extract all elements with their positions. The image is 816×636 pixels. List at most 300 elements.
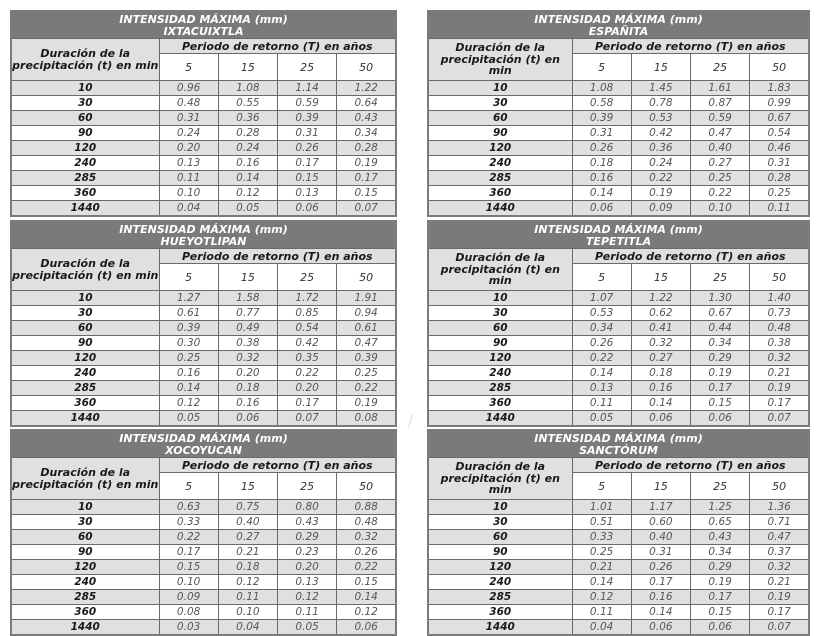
intensity-cell: 0.07: [750, 620, 809, 636]
intensity-cell: 0.17: [159, 545, 218, 560]
intensity-cell: 0.27: [218, 530, 277, 545]
intensity-cell: 0.12: [159, 396, 218, 411]
intensity-cell: 0.16: [631, 381, 690, 396]
table-row: [11, 126, 396, 141]
table-row: [428, 530, 809, 545]
intensity-cell: 0.25: [337, 366, 396, 381]
table-row: [11, 620, 396, 636]
intensity-cell: 0.27: [631, 351, 690, 366]
duration-cell: 60: [11, 530, 159, 545]
table-row: [11, 81, 396, 96]
intensity-cell: 0.26: [572, 336, 631, 351]
intensity-cell: 0.18: [572, 156, 631, 171]
intensity-cell: 0.21: [750, 575, 809, 590]
intensity-table-hueyotlipan: [10, 220, 397, 427]
table-row: [428, 321, 809, 336]
duration-cell: 240: [11, 156, 159, 171]
intensity-cell: 0.43: [691, 530, 750, 545]
return-period-header: Periodo de retorno (T) en años: [159, 39, 396, 54]
intensity-cell: 0.25: [159, 351, 218, 366]
duration-cell: 240: [428, 156, 572, 171]
duration-cell: 10: [428, 291, 572, 306]
intensity-cell: 0.31: [572, 126, 631, 141]
intensity-cell: 0.15: [337, 186, 396, 201]
table-row: [428, 171, 809, 186]
return-period-value: 25: [278, 473, 337, 500]
title-line: INTENSIDAD MÁXIMA (mm): [534, 13, 703, 26]
intensity-cell: 0.25: [572, 545, 631, 560]
table-row: [11, 201, 396, 217]
table-row: [11, 515, 396, 530]
intensity-cell: 0.19: [750, 590, 809, 605]
table-title: [11, 430, 396, 458]
duration-header: Duración de la precipitación (t) en min: [428, 458, 572, 500]
intensity-cell: 0.14: [572, 186, 631, 201]
intensity-cell: 0.40: [691, 141, 750, 156]
return-period-value: 15: [631, 264, 690, 291]
duration-cell: 90: [11, 336, 159, 351]
intensity-cell: 0.14: [631, 605, 690, 620]
duration-cell: 120: [428, 560, 572, 575]
intensity-cell: 0.53: [572, 306, 631, 321]
intensity-cell: 0.73: [750, 306, 809, 321]
intensity-cell: 0.28: [750, 171, 809, 186]
duration-header: Duración de la precipitación (t) en min: [11, 249, 159, 291]
intensity-cell: 0.22: [278, 366, 337, 381]
duration-cell: 285: [428, 171, 572, 186]
intensity-cell: 0.29: [691, 560, 750, 575]
intensity-cell: 0.14: [159, 381, 218, 396]
intensity-cell: 1.61: [691, 81, 750, 96]
intensity-cell: 0.22: [631, 171, 690, 186]
table-row: [428, 620, 809, 636]
return-period-value: 25: [691, 264, 750, 291]
intensity-cell: 0.06: [691, 620, 750, 636]
intensity-cell: 0.19: [631, 186, 690, 201]
intensity-cell: 0.26: [631, 560, 690, 575]
intensity-cell: 0.36: [631, 141, 690, 156]
intensity-cell: 0.33: [572, 530, 631, 545]
intensity-cell: 0.88: [337, 500, 396, 515]
intensity-cell: 0.38: [750, 336, 809, 351]
intensity-cell: 0.55: [218, 96, 277, 111]
duration-cell: 90: [428, 126, 572, 141]
title-line: INTENSIDAD MÁXIMA (mm): [119, 432, 288, 445]
return-period-value: 50: [750, 473, 809, 500]
return-period-header: Periodo de retorno (T) en años: [572, 39, 809, 54]
intensity-cell: 1.25: [691, 500, 750, 515]
intensity-cell: 0.12: [572, 590, 631, 605]
return-period-value: 15: [218, 473, 277, 500]
intensity-cell: 0.08: [337, 411, 396, 427]
intensity-cell: 0.20: [278, 560, 337, 575]
table-row: [11, 321, 396, 336]
intensity-cell: 0.75: [218, 500, 277, 515]
title-line: INTENSIDAD MÁXIMA (mm): [534, 432, 703, 445]
duration-cell: 60: [428, 530, 572, 545]
station-name: SANCTÓRUM: [579, 443, 658, 457]
duration-cell: 120: [11, 351, 159, 366]
intensity-cell: 0.37: [750, 545, 809, 560]
duration-cell: 240: [11, 366, 159, 381]
intensity-cell: 0.17: [691, 590, 750, 605]
intensity-cell: 0.23: [278, 545, 337, 560]
intensity-cell: 0.07: [750, 411, 809, 427]
intensity-cell: 0.20: [159, 141, 218, 156]
table-row: [428, 381, 809, 396]
intensity-cell: 0.15: [159, 560, 218, 575]
table-row: [428, 336, 809, 351]
duration-cell: 285: [11, 171, 159, 186]
intensity-cell: 0.05: [218, 201, 277, 217]
intensity-cell: 0.24: [218, 141, 277, 156]
intensity-cell: 0.31: [631, 545, 690, 560]
intensity-cell: 0.13: [278, 186, 337, 201]
return-period-value: 25: [278, 264, 337, 291]
return-period-value: 15: [631, 473, 690, 500]
duration-header: Duración de la precipitación (t) en min: [11, 458, 159, 500]
duration-cell: 10: [428, 500, 572, 515]
intensity-cell: 0.31: [278, 126, 337, 141]
table-row: [428, 351, 809, 366]
intensity-cell: 0.18: [218, 381, 277, 396]
intensity-table-xocoyucan: [10, 429, 397, 636]
station-name: TEPETITLA: [585, 234, 652, 248]
intensity-cell: 0.39: [278, 111, 337, 126]
intensity-cell: 0.22: [337, 381, 396, 396]
intensity-cell: 1.22: [631, 291, 690, 306]
intensity-cell: 0.19: [691, 575, 750, 590]
intensity-cell: 1.14: [278, 81, 337, 96]
table-row: [11, 351, 396, 366]
intensity-cell: 0.04: [218, 620, 277, 636]
table-row: [428, 156, 809, 171]
table-row: [11, 366, 396, 381]
duration-cell: 30: [11, 306, 159, 321]
return-period-value: 15: [218, 264, 277, 291]
intensity-cell: 0.65: [691, 515, 750, 530]
intensity-cell: 1.58: [218, 291, 277, 306]
table-title: [11, 11, 396, 39]
table-row: [428, 560, 809, 575]
intensity-cell: 0.13: [572, 381, 631, 396]
table-row: [11, 560, 396, 575]
intensity-cell: 0.94: [337, 306, 396, 321]
intensity-cell: 0.43: [337, 111, 396, 126]
intensity-cell: 0.54: [278, 321, 337, 336]
intensity-cell: 0.22: [691, 186, 750, 201]
duration-cell: 285: [428, 381, 572, 396]
duration-cell: 60: [428, 111, 572, 126]
intensity-cell: 0.36: [218, 111, 277, 126]
duration-cell: 10: [428, 81, 572, 96]
intensity-cell: 0.54: [750, 126, 809, 141]
intensity-cell: 0.17: [691, 381, 750, 396]
intensity-cell: 0.17: [631, 575, 690, 590]
table-title: [428, 11, 809, 39]
return-period-header: Periodo de retorno (T) en años: [572, 249, 809, 264]
table-row: [11, 590, 396, 605]
intensity-cell: 0.17: [278, 156, 337, 171]
table-row: [11, 291, 396, 306]
intensity-cell: 0.28: [218, 126, 277, 141]
intensity-cell: 1.72: [278, 291, 337, 306]
intensity-cell: 0.31: [159, 111, 218, 126]
intensity-cell: 0.11: [218, 590, 277, 605]
intensity-cell: 0.14: [572, 366, 631, 381]
intensity-cell: 0.06: [691, 411, 750, 427]
intensity-cell: 0.05: [159, 411, 218, 427]
intensity-table-españita: [427, 10, 810, 217]
duration-cell: 360: [428, 186, 572, 201]
intensity-cell: 0.13: [159, 156, 218, 171]
duration-cell: 60: [11, 111, 159, 126]
intensity-cell: 0.33: [159, 515, 218, 530]
intensity-cell: 0.42: [631, 126, 690, 141]
duration-cell: 1440: [11, 620, 159, 636]
intensity-cell: 0.78: [631, 96, 690, 111]
intensity-cell: 0.04: [572, 620, 631, 636]
intensity-cell: 0.11: [159, 171, 218, 186]
intensity-cell: 0.67: [750, 111, 809, 126]
duration-cell: 30: [428, 515, 572, 530]
return-period-value: 50: [337, 54, 396, 81]
intensity-cell: 0.10: [218, 605, 277, 620]
table-row: [11, 141, 396, 156]
duration-cell: 90: [11, 545, 159, 560]
intensity-cell: 0.04: [159, 201, 218, 217]
intensity-cell: 0.32: [337, 530, 396, 545]
intensity-cell: 0.06: [631, 620, 690, 636]
duration-cell: 360: [11, 396, 159, 411]
intensity-cell: 0.07: [278, 411, 337, 427]
duration-header: Duración de la precipitación (t) en min: [428, 249, 572, 291]
intensity-cell: 0.21: [572, 560, 631, 575]
title-line: INTENSIDAD MÁXIMA (mm): [534, 223, 703, 236]
return-period-value: 5: [159, 473, 218, 500]
intensity-cell: 0.24: [631, 156, 690, 171]
intensity-cell: 1.22: [337, 81, 396, 96]
return-period-value: 5: [572, 54, 631, 81]
intensity-cell: 0.32: [631, 336, 690, 351]
intensity-cell: 0.63: [159, 500, 218, 515]
duration-cell: 1440: [428, 620, 572, 636]
return-period-value: 15: [631, 54, 690, 81]
duration-cell: 10: [11, 81, 159, 96]
table-row: [11, 411, 396, 427]
duration-cell: 30: [11, 96, 159, 111]
intensity-cell: 0.47: [750, 530, 809, 545]
intensity-cell: 0.35: [278, 351, 337, 366]
station-name: XOCOYUCAN: [165, 443, 242, 457]
intensity-cell: 0.22: [572, 351, 631, 366]
intensity-cell: 0.22: [159, 530, 218, 545]
intensity-cell: 0.31: [750, 156, 809, 171]
intensity-cell: 0.39: [159, 321, 218, 336]
intensity-cell: 0.24: [159, 126, 218, 141]
table-row: [11, 605, 396, 620]
intensity-cell: 0.06: [218, 411, 277, 427]
duration-cell: 1440: [11, 411, 159, 427]
return-period-value: 25: [691, 54, 750, 81]
duration-cell: 90: [11, 126, 159, 141]
table-title: [428, 430, 809, 458]
intensity-cell: 0.71: [750, 515, 809, 530]
duration-cell: 120: [428, 141, 572, 156]
intensity-cell: 0.30: [159, 336, 218, 351]
intensity-cell: 0.43: [278, 515, 337, 530]
duration-cell: 10: [11, 291, 159, 306]
intensity-cell: 0.12: [218, 575, 277, 590]
return-period-value: 50: [337, 264, 396, 291]
intensity-cell: 0.39: [572, 111, 631, 126]
table-row: [11, 306, 396, 321]
intensity-cell: 0.06: [278, 201, 337, 217]
duration-cell: 30: [428, 306, 572, 321]
table-row: [428, 605, 809, 620]
intensity-cell: 0.48: [750, 321, 809, 336]
intensity-cell: 0.11: [278, 605, 337, 620]
duration-header: Duración de la precipitación (t) en min: [11, 39, 159, 81]
intensity-table-tepetitla: [427, 220, 810, 427]
intensity-cell: 0.34: [572, 321, 631, 336]
intensity-cell: 0.09: [631, 201, 690, 217]
intensity-cell: 0.17: [278, 396, 337, 411]
intensity-cell: 0.26: [572, 141, 631, 156]
duration-cell: 285: [11, 590, 159, 605]
intensity-cell: 0.15: [691, 396, 750, 411]
duration-cell: 285: [428, 590, 572, 605]
table-title: [428, 221, 809, 249]
intensity-cell: 0.34: [691, 545, 750, 560]
intensity-cell: 0.22: [337, 560, 396, 575]
intensity-cell: 0.11: [572, 605, 631, 620]
intensity-cell: 0.17: [337, 171, 396, 186]
table-row: [428, 366, 809, 381]
intensity-table-ixtacuixtla: [10, 10, 397, 217]
return-period-value: 5: [572, 473, 631, 500]
intensity-cell: 0.26: [337, 545, 396, 560]
intensity-cell: 1.83: [750, 81, 809, 96]
duration-cell: 240: [428, 366, 572, 381]
intensity-cell: 0.49: [218, 321, 277, 336]
duration-cell: 1440: [11, 201, 159, 217]
duration-cell: 360: [428, 605, 572, 620]
intensity-cell: 0.39: [337, 351, 396, 366]
duration-cell: 360: [428, 396, 572, 411]
table-row: [11, 381, 396, 396]
intensity-cell: 0.38: [218, 336, 277, 351]
intensity-cell: 1.45: [631, 81, 690, 96]
table-row: [11, 336, 396, 351]
intensity-cell: 0.28: [337, 141, 396, 156]
intensity-cell: 0.61: [337, 321, 396, 336]
intensity-cell: 0.12: [218, 186, 277, 201]
intensity-cell: 0.16: [572, 171, 631, 186]
table-title: [11, 221, 396, 249]
intensity-cell: 0.34: [337, 126, 396, 141]
duration-cell: 30: [428, 96, 572, 111]
duration-cell: 120: [428, 351, 572, 366]
intensity-cell: 0.19: [337, 156, 396, 171]
intensity-cell: 0.11: [750, 201, 809, 217]
intensity-cell: 0.64: [337, 96, 396, 111]
intensity-cell: 0.25: [691, 171, 750, 186]
intensity-cell: 0.07: [337, 201, 396, 217]
intensity-cell: 0.19: [337, 396, 396, 411]
intensity-cell: 1.07: [572, 291, 631, 306]
intensity-cell: 0.32: [750, 560, 809, 575]
return-period-header: Periodo de retorno (T) en años: [572, 458, 809, 473]
intensity-cell: 1.08: [218, 81, 277, 96]
intensity-cell: 0.29: [691, 351, 750, 366]
table-row: [428, 306, 809, 321]
table-row: [428, 590, 809, 605]
intensity-cell: 0.40: [218, 515, 277, 530]
intensity-cell: 0.16: [631, 590, 690, 605]
intensity-cell: 0.85: [278, 306, 337, 321]
duration-cell: 1440: [428, 201, 572, 217]
station-name: IXTACUIXTLA: [163, 24, 244, 38]
intensity-cell: 0.48: [337, 515, 396, 530]
table-row: [428, 545, 809, 560]
return-period-value: 25: [278, 54, 337, 81]
intensity-cell: 0.32: [750, 351, 809, 366]
intensity-table-sanctórum: [427, 429, 810, 636]
title-line: INTENSIDAD MÁXIMA (mm): [119, 13, 288, 26]
intensity-cell: 0.08: [159, 605, 218, 620]
table-row: [428, 111, 809, 126]
intensity-cell: 0.15: [691, 605, 750, 620]
table-row: [11, 545, 396, 560]
return-period-value: 5: [159, 54, 218, 81]
duration-cell: 285: [11, 381, 159, 396]
duration-cell: 60: [428, 321, 572, 336]
intensity-cell: 0.19: [750, 381, 809, 396]
intensity-cell: 0.20: [278, 381, 337, 396]
intensity-cell: 0.14: [572, 575, 631, 590]
table-row: [11, 500, 396, 515]
intensity-cell: 0.10: [159, 575, 218, 590]
intensity-cell: 0.10: [691, 201, 750, 217]
duration-cell: 90: [428, 545, 572, 560]
intensity-cell: 0.18: [631, 366, 690, 381]
duration-cell: 240: [11, 575, 159, 590]
table-row: [428, 515, 809, 530]
intensity-cell: 0.29: [278, 530, 337, 545]
intensity-cell: 0.34: [691, 336, 750, 351]
intensity-cell: 0.60: [631, 515, 690, 530]
intensity-cell: 0.99: [750, 96, 809, 111]
intensity-cell: 0.06: [631, 411, 690, 427]
station-name: ESPAÑITA: [588, 24, 649, 38]
intensity-cell: 0.14: [337, 590, 396, 605]
intensity-cell: 0.11: [572, 396, 631, 411]
intensity-cell: 1.91: [337, 291, 396, 306]
duration-cell: 60: [11, 321, 159, 336]
table-row: [428, 575, 809, 590]
intensity-cell: 0.21: [750, 366, 809, 381]
duration-cell: 120: [11, 141, 159, 156]
intensity-cell: 0.12: [337, 605, 396, 620]
table-row: [11, 111, 396, 126]
duration-cell: 90: [428, 336, 572, 351]
intensity-cell: 0.53: [631, 111, 690, 126]
return-period-value: 5: [572, 264, 631, 291]
duration-cell: 360: [11, 605, 159, 620]
table-row: [11, 396, 396, 411]
return-period-value: 5: [159, 264, 218, 291]
